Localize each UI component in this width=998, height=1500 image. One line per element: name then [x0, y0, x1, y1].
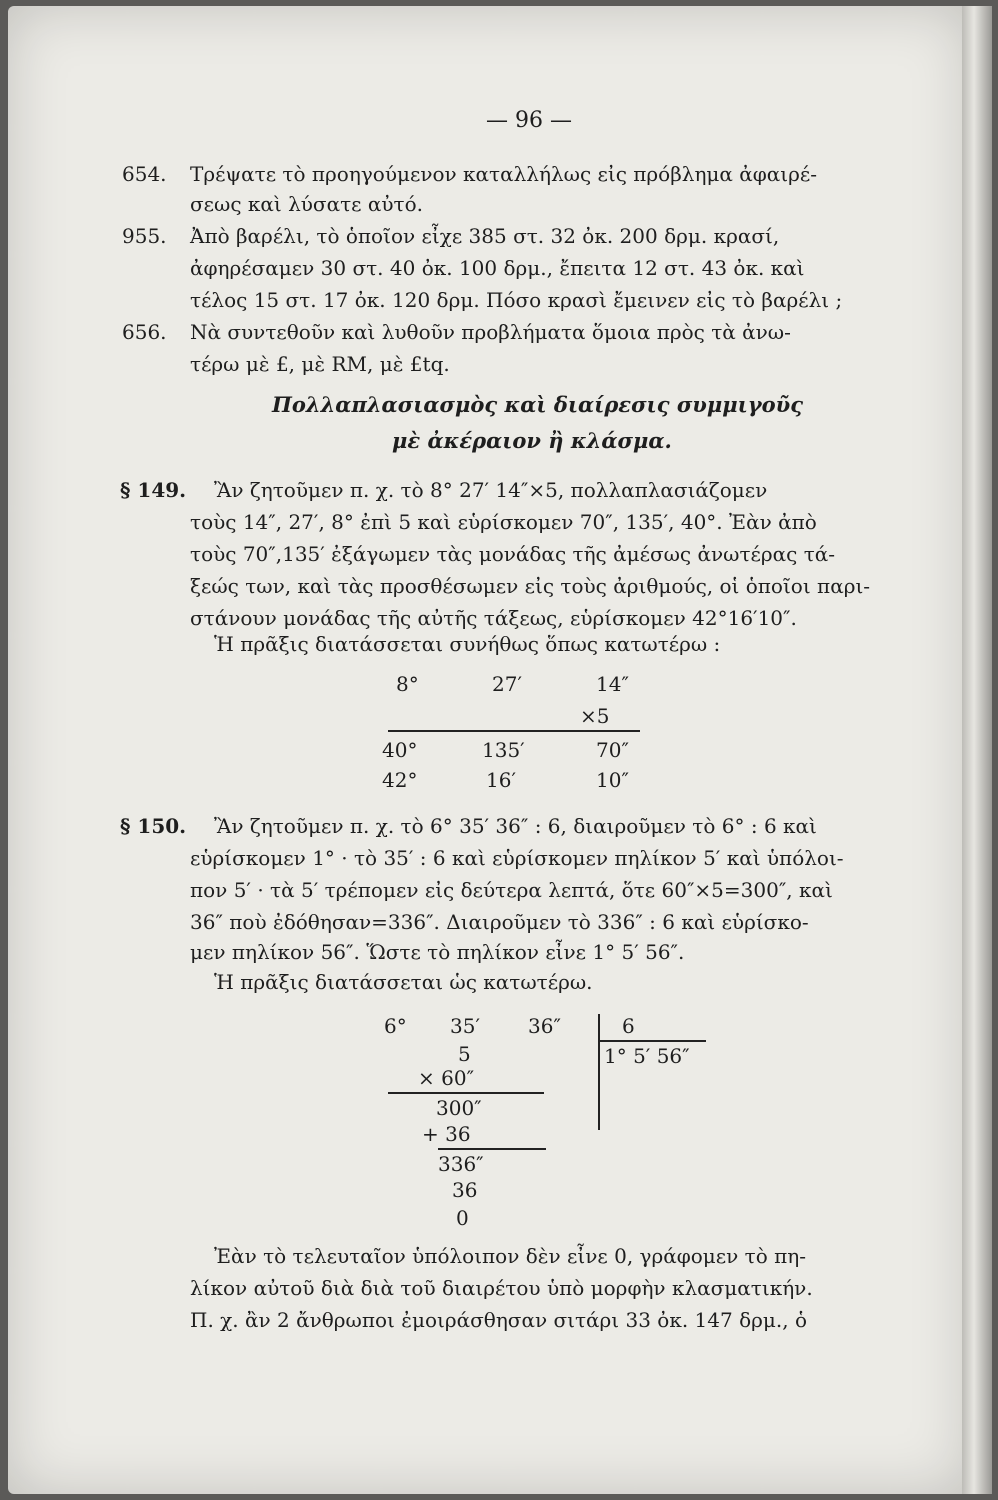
- page-number: — 96 —: [486, 108, 572, 133]
- problem-line: Νὰ συντεθοῦν καὶ λυθοῦν προβλήματα ὅμοια πρὸς τὰ ἀνω-: [190, 320, 791, 344]
- problem-line: Τρέψατε τὸ προηγούμενον καταλλήλως εἰς πρόβλημα ἀφαιρέ-: [190, 162, 818, 186]
- calc-quotient: 1° 5′ 56″: [604, 1044, 690, 1068]
- calc-cell: 35′: [450, 1014, 480, 1038]
- calc-cell: 135′: [482, 738, 525, 762]
- paragraph-line: Ἂν ζητοῦμεν π. χ. τὸ 6° 35′ 36″ : 6, διαιροῦμεν τὸ 6° : 6 καὶ: [214, 814, 817, 838]
- division-bar: [598, 1014, 600, 1130]
- calc-multiplier: ×5: [580, 704, 610, 728]
- paragraph-line: Ἂν ζητοῦμεν π. χ. τὸ 8° 27′ 14″×5, πολλαπλασιάζομεν: [214, 478, 768, 502]
- paragraph-line: μεν πηλίκον 56″. Ὥστε τὸ πηλίκον εἶνε 1° 5′ 56″.: [190, 940, 685, 964]
- calc-cell: 8°: [396, 672, 419, 696]
- calc-rule: [598, 1040, 706, 1042]
- calc-step: 5: [458, 1042, 471, 1066]
- calc-divisor: 6: [622, 1014, 635, 1038]
- paragraph-line: λίκον αὐτοῦ διὰ διὰ τοῦ διαιρέτου ὑπὸ μορφὴν κλασματικήν.: [190, 1276, 813, 1300]
- problem-line: Ἀπὸ βαρέλι, τὸ ὁποῖον εἶχε 385 στ. 32 ὀκ. 200 δρμ. κρασί,: [190, 224, 780, 248]
- calc-cell: 14″: [596, 672, 629, 696]
- calc-step: 300″: [436, 1096, 482, 1120]
- section-heading-line1: Πολλαπλασιασμὸς καὶ διαίρεσις συμμιγοῦς: [272, 392, 803, 417]
- problem-line: σεως καὶ λύσατε αὐτό.: [190, 192, 423, 216]
- paragraph-line: Ἡ πρᾶξις διατάσσεται ὡς κατωτέρω.: [214, 970, 593, 994]
- calc-step: 36: [452, 1178, 478, 1202]
- paragraph-line: Ἡ πρᾶξις διατάσσεται συνήθως ὅπως κατωτέρω :: [214, 632, 721, 656]
- paragraph-line: ξεώς των, καὶ τὰς προσθέσωμεν εἰς τοὺς ἀριθμούς, οἱ ὁποῖοι παρι-: [190, 574, 871, 598]
- problem-number: 656.: [122, 320, 167, 344]
- calc-step: × 60″: [418, 1066, 475, 1090]
- problem-line: ἀφηρέσαμεν 30 στ. 40 ὀκ. 100 δρμ., ἔπειτα 12 στ. 43 ὀκ. καὶ: [190, 256, 805, 280]
- paragraph-line: Π. χ. ἂν 2 ἄνθρωποι ἐμοιράσθησαν σιτάρι 33 ὀκ. 147 δρμ., ὁ: [190, 1308, 808, 1332]
- paragraph-line: τοὺς 14″, 27′, 8° ἐπὶ 5 καὶ εὑρίσκομεν 70″, 135′, 40°. Ἐὰν ἀπὸ: [190, 510, 817, 534]
- problem-number: 654.: [122, 162, 167, 186]
- problem-line: τέλος 15 στ. 17 ὀκ. 120 δρμ. Πόσο κρασὶ ἔμεινεν εἰς τὸ βαρέλι ;: [190, 288, 843, 312]
- calc-step: 336″: [438, 1152, 484, 1176]
- calc-cell: 70″: [596, 738, 629, 762]
- calc-cell: 36″: [528, 1014, 561, 1038]
- section-label: § 150.: [120, 814, 187, 838]
- calc-rule: [388, 1092, 544, 1094]
- calc-cell: 16′: [486, 768, 516, 792]
- paragraph-line: τοὺς 70″,135′ ἐξάγωμεν τὰς μονάδας τῆς ἀμέσως ἀνωτέρας τά-: [190, 542, 836, 566]
- paragraph-line: 36″ ποὺ ἐδόθησαν=336″. Διαιροῦμεν τὸ 336″ : 6 καὶ εὑρίσκο-: [190, 910, 809, 934]
- calc-rule: [438, 1148, 546, 1150]
- page-edge: [962, 6, 992, 1494]
- calc-step: 0: [456, 1206, 469, 1230]
- paragraph-line: Ἐὰν τὸ τελευταῖον ὑπόλοιπον δὲν εἶνε 0, γράφομεν τὸ πη-: [214, 1244, 807, 1268]
- calc-cell: 40°: [382, 738, 418, 762]
- paragraph-line: εὑρίσκομεν 1° · τὸ 35′ : 6 καὶ εὑρίσκομεν πηλίκον 5′ καὶ ὑπόλοι-: [190, 846, 844, 870]
- paragraph-line: πον 5′ · τὰ 5′ τρέπομεν εἰς δεύτερα λεπτά, ὅτε 60″×5=300″, καὶ: [190, 878, 833, 902]
- problem-number: 955.: [122, 224, 167, 248]
- section-heading-line2: μὲ ἀκέραιον ἢ κλάσμα.: [392, 428, 672, 453]
- calc-cell: 10″: [596, 768, 629, 792]
- calc-rule: [388, 730, 640, 732]
- section-label: § 149.: [120, 478, 187, 502]
- calc-cell: 6°: [384, 1014, 407, 1038]
- paragraph-line: στάνουν μονάδας τῆς αὐτῆς τάξεως, εὑρίσκομεν 42°16′10″.: [190, 606, 797, 630]
- calc-cell: 42°: [382, 768, 418, 792]
- calc-step: + 36: [422, 1122, 471, 1146]
- problem-line: τέρω μὲ £, μὲ RM, μὲ £tq.: [190, 352, 450, 376]
- calc-cell: 27′: [492, 672, 522, 696]
